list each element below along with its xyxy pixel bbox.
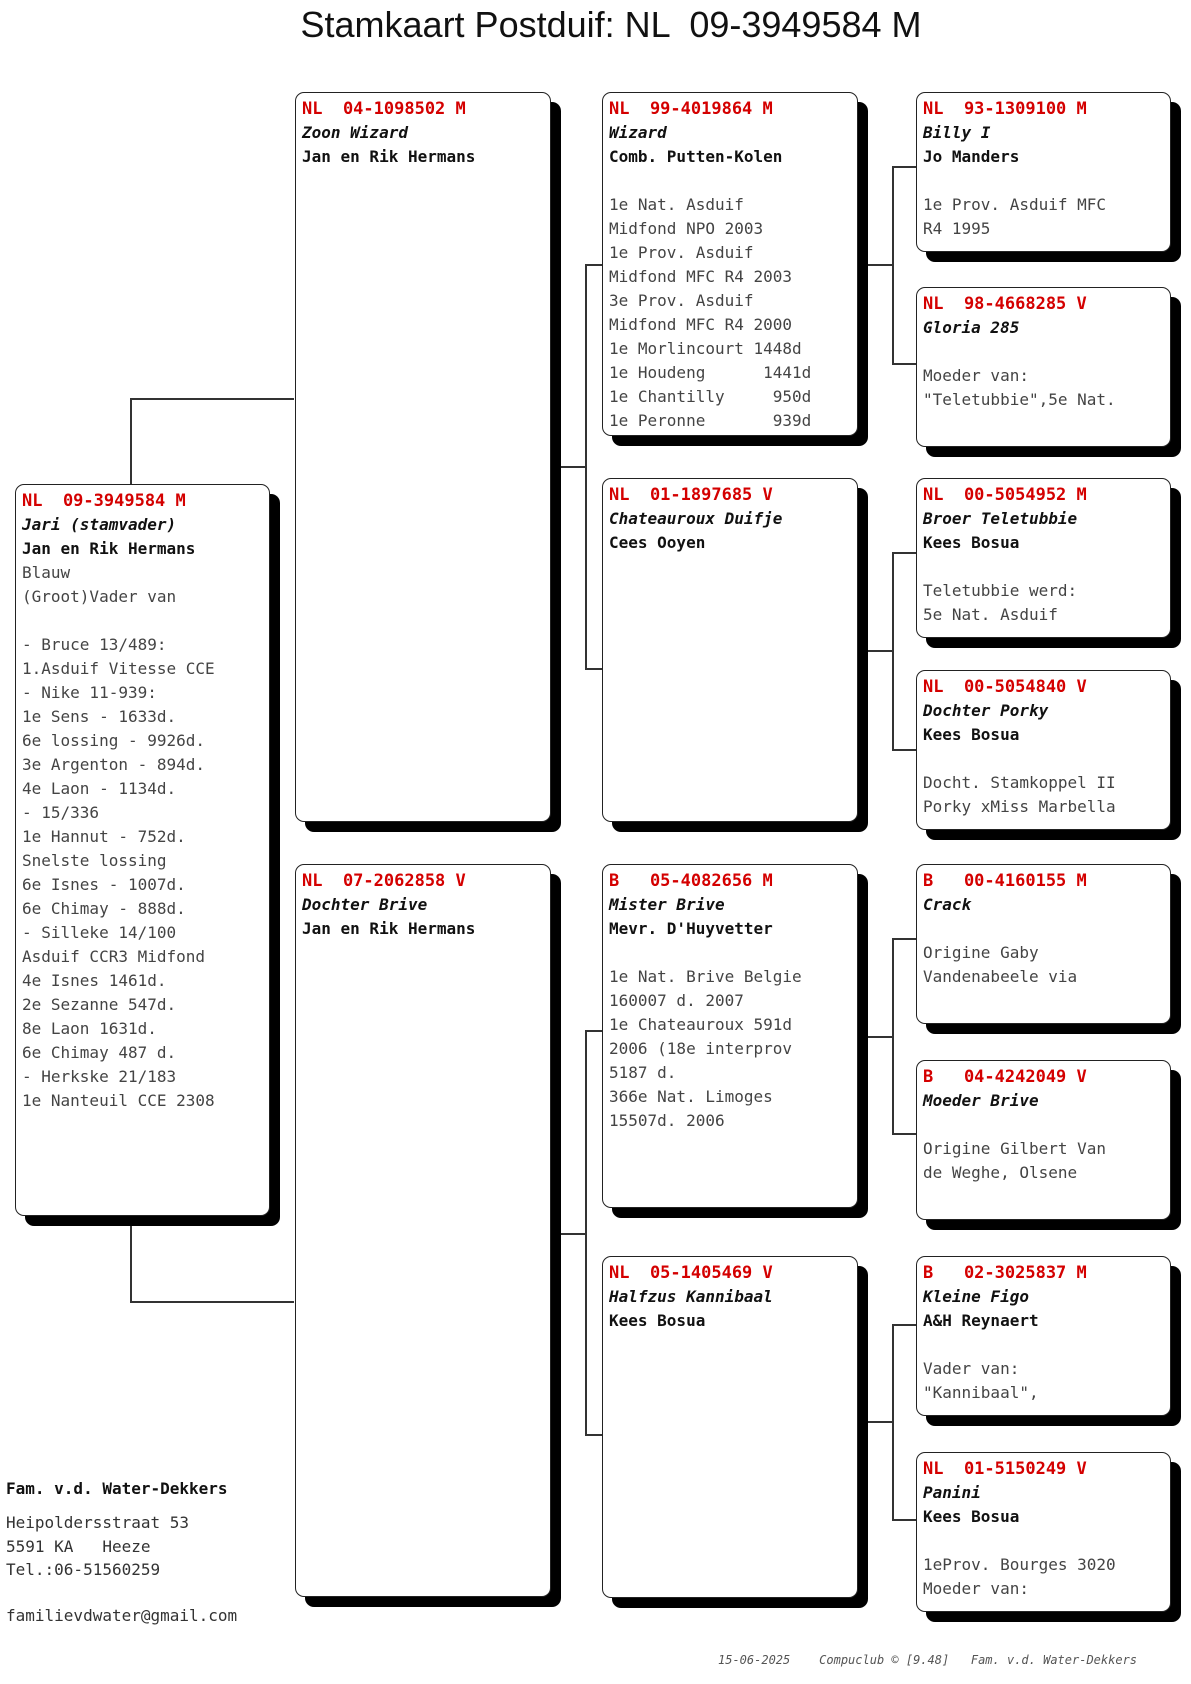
ring-number: NL 09-3949584 M xyxy=(22,491,186,511)
spacer xyxy=(923,169,1164,193)
note-line: Porky xMiss Marbella xyxy=(923,797,1116,816)
pigeon-card-mmf[interactable] xyxy=(916,1256,1171,1416)
note-line: - Herkske 21/183 xyxy=(22,1067,177,1086)
note-line: 5e Nat. Asduif xyxy=(923,605,1058,624)
pigeon-card-mother[interactable] xyxy=(295,864,551,1597)
pigeon-notes xyxy=(609,169,851,433)
ring-number: NL 04-1098502 M xyxy=(302,99,466,119)
note-line: (Groot)Vader van xyxy=(22,587,177,606)
spacer xyxy=(609,169,851,193)
pigeon-name: Zoon Wizard xyxy=(302,123,408,142)
connector-line xyxy=(585,1030,587,1435)
note-line: 1e Chateauroux 591d xyxy=(609,1015,793,1034)
breeder-name: Cees Ooyen xyxy=(609,533,706,552)
connector-line xyxy=(585,1434,603,1436)
spacer xyxy=(923,917,1164,941)
ring-number: NL 00-5054952 M xyxy=(923,485,1087,505)
spacer xyxy=(923,1113,1164,1137)
note-line: 160007 d. 2007 xyxy=(609,991,744,1010)
pigeon-card-fmm[interactable] xyxy=(916,670,1171,830)
connector-line xyxy=(892,1324,894,1520)
spacer xyxy=(923,555,1164,579)
connector-line xyxy=(892,1133,916,1135)
note-line: Moeder van: xyxy=(923,366,1029,385)
footer-text: 15-06-2025 Compuclub © [9.48] Fam. v.d. Water-Dekkers xyxy=(718,1653,1138,1667)
note-line: "Kannibaal", xyxy=(923,1383,1039,1402)
owner-city: 5591 KA Heeze xyxy=(6,1537,151,1556)
pigeon-card-subject[interactable] xyxy=(15,484,270,1216)
note-line xyxy=(22,609,263,633)
spacer xyxy=(923,1529,1164,1553)
pigeon-notes xyxy=(923,340,1164,412)
pigeon-card-mm[interactable] xyxy=(602,1256,858,1598)
pigeon-card-mff[interactable] xyxy=(916,864,1171,1024)
note-line: 3e Prov. Asduif xyxy=(609,291,754,310)
note-line: 1e Sens - 1633d. xyxy=(22,707,177,726)
note-line: 6e Chimay - 888d. xyxy=(22,899,186,918)
connector-line xyxy=(585,264,587,669)
spacer xyxy=(609,941,851,965)
note-line: Docht. Stamkoppel II xyxy=(923,773,1116,792)
ring-number: NL 07-2062858 V xyxy=(302,871,466,891)
note-line: Vandenabeele via xyxy=(923,967,1078,986)
note-line: - Silleke 14/100 xyxy=(22,923,177,942)
pigeon-card-fm[interactable] xyxy=(602,478,858,822)
pigeon-notes xyxy=(22,561,263,1113)
connector-line xyxy=(892,1324,916,1326)
pigeon-notes xyxy=(923,747,1164,819)
pigeon-notes xyxy=(609,941,851,1133)
breeder-name: Kees Bosua xyxy=(609,1311,706,1330)
note-line: 1e Peronne 939d xyxy=(609,411,812,430)
ring-number: B 05-4082656 M xyxy=(609,871,773,891)
note-line: 1e Nat. Brive Belgie xyxy=(609,967,802,986)
ring-number: NL 93-1309100 M xyxy=(923,99,1087,119)
owner-street: Heipoldersstraat 53 xyxy=(6,1513,190,1532)
pigeon-name: Broer Teletubbie xyxy=(923,509,1078,528)
pigeon-card-ffm[interactable] xyxy=(916,287,1171,447)
note-line: Asduif CCR3 Midfond xyxy=(22,947,206,966)
note-line: 1e Prov. Asduif MFC xyxy=(923,195,1107,214)
pigeon-name: Gloria 285 xyxy=(923,318,1020,337)
pigeon-name: Mister Brive xyxy=(609,895,725,914)
note-line: 2006 (18e interprov xyxy=(609,1039,793,1058)
breeder-name: Comb. Putten-Kolen xyxy=(609,147,783,166)
pigeon-card-fmf[interactable] xyxy=(916,478,1171,638)
pigeon-card-father[interactable] xyxy=(295,92,551,822)
connector-line xyxy=(892,363,916,365)
note-line: Teletubbie werd: xyxy=(923,581,1078,600)
note-line: 6e Isnes - 1007d. xyxy=(22,875,186,894)
connector-line xyxy=(585,1030,603,1032)
note-line: 5187 d. xyxy=(609,1063,677,1082)
breeder-name: Kees Bosua xyxy=(923,533,1020,552)
breeder-name: Kees Bosua xyxy=(923,725,1020,744)
connector-line xyxy=(863,1421,893,1423)
breeder-name: Jo Manders xyxy=(923,147,1020,166)
ring-number: B 04-4242049 V xyxy=(923,1067,1087,1087)
connector-line xyxy=(130,398,132,484)
note-line: Midfond MFC R4 2003 xyxy=(609,267,793,286)
pigeon-card-fff[interactable] xyxy=(916,92,1171,252)
pigeon-name: Crack xyxy=(923,895,972,914)
note-line: 1.Asduif Vitesse CCE xyxy=(22,659,215,678)
pigeon-name: Wizard xyxy=(609,123,667,142)
connector-line xyxy=(130,1226,132,1301)
pigeon-notes xyxy=(923,1333,1164,1405)
spacer xyxy=(923,747,1164,771)
note-line: "Teletubbie",5e Nat. xyxy=(923,390,1116,409)
connector-line xyxy=(863,264,893,266)
pigeon-notes xyxy=(923,1113,1164,1185)
note-line: 1e Morlincourt 1448d xyxy=(609,339,802,358)
ring-number: NL 99-4019864 M xyxy=(609,99,773,119)
pigeon-card-ff[interactable] xyxy=(602,92,858,436)
connector-line xyxy=(585,668,603,670)
note-line: Midfond NPO 2003 xyxy=(609,219,764,238)
breeder-name: Kees Bosua xyxy=(923,1507,1020,1526)
connector-line xyxy=(863,1036,893,1038)
note-line: R4 1995 xyxy=(923,219,991,238)
note-line: 2e Sezanne 547d. xyxy=(22,995,177,1014)
note-line: - Bruce 13/489: xyxy=(22,635,167,654)
note-line: Blauw xyxy=(22,563,71,582)
note-line: 3e Argenton - 894d. xyxy=(22,755,206,774)
page-title: Stamkaart Postduif: NL 09-3949584 M xyxy=(300,4,922,45)
breeder-name: Jan en Rik Hermans xyxy=(302,919,476,938)
note-line: 1eProv. Bourges 3020 xyxy=(923,1555,1116,1574)
ring-number: NL 01-1897685 V xyxy=(609,485,773,505)
ring-number: NL 05-1405469 V xyxy=(609,1263,773,1283)
pigeon-name: Dochter Porky xyxy=(923,701,1049,720)
connector-line xyxy=(556,1233,586,1235)
note-line: Vader van: xyxy=(923,1359,1020,1378)
note-line: 15507d. 2006 xyxy=(609,1111,725,1130)
connector-line xyxy=(892,1519,916,1521)
breeder-name: A&H Reynaert xyxy=(923,1311,1039,1330)
note-line: 1e Hannut - 752d. xyxy=(22,827,186,846)
spacer xyxy=(923,340,1164,364)
breeder-name: Mevr. D'Huyvetter xyxy=(609,919,773,938)
note-line: 4e Laon - 1134d. xyxy=(22,779,177,798)
ring-number: NL 98-4668285 V xyxy=(923,294,1087,314)
pigeon-name: Dochter Brive xyxy=(302,895,428,914)
ring-number: B 00-4160155 M xyxy=(923,871,1087,891)
pigeon-notes xyxy=(923,555,1164,627)
note-line: Midfond MFC R4 2000 xyxy=(609,315,793,334)
connector-line xyxy=(892,938,894,1134)
connector-line xyxy=(892,552,894,750)
note-line: 1e Prov. Asduif xyxy=(609,243,754,262)
note-line: 6e Chimay 487 d. xyxy=(22,1043,177,1062)
pigeon-name: Chateauroux Duifje xyxy=(609,509,783,528)
ring-number: NL 01-5150249 V xyxy=(923,1459,1087,1479)
connector-line xyxy=(585,264,603,266)
note-line: Origine Gilbert Van xyxy=(923,1139,1107,1158)
connector-line xyxy=(892,938,916,940)
breeder-name: Jan en Rik Hermans xyxy=(302,147,476,166)
spacer xyxy=(923,1333,1164,1357)
pigeon-name: Jari (stamvader) xyxy=(22,515,177,534)
pigeon-name: Moeder Brive xyxy=(923,1091,1039,1110)
note-line: Snelste lossing xyxy=(22,851,167,870)
connector-line xyxy=(130,398,294,400)
owner-name: Fam. v.d. Water-Dekkers xyxy=(6,1479,228,1498)
ring-number: NL 00-5054840 V xyxy=(923,677,1087,697)
connector-line xyxy=(892,166,894,364)
note-line: 366e Nat. Limoges xyxy=(609,1087,773,1106)
connector-line xyxy=(892,749,916,751)
breeder-name: Jan en Rik Hermans xyxy=(22,539,196,558)
pigeon-notes xyxy=(923,169,1164,241)
note-line: Origine Gaby xyxy=(923,943,1039,962)
pigeon-card-mf[interactable] xyxy=(602,864,858,1208)
pigeon-name: Billy I xyxy=(923,123,991,142)
note-line: Moeder van: xyxy=(923,1579,1029,1598)
note-line: de Weghe, Olsene xyxy=(923,1163,1078,1182)
note-line: 6e lossing - 9926d. xyxy=(22,731,206,750)
connector-line xyxy=(130,1301,294,1303)
connector-line xyxy=(863,650,893,652)
pigeon-name: Halfzus Kannibaal xyxy=(609,1287,773,1306)
note-line: 4e Isnes 1461d. xyxy=(22,971,167,990)
connector-line xyxy=(556,466,586,468)
owner-phone: Tel.:06-51560259 xyxy=(6,1560,161,1579)
pigeon-card-mfm[interactable] xyxy=(916,1060,1171,1220)
note-line: - 15/336 xyxy=(22,803,100,822)
pigeon-notes xyxy=(923,917,1164,989)
pigeon-notes xyxy=(923,1529,1164,1601)
pigeon-name: Panini xyxy=(923,1483,981,1502)
pigeon-name: Kleine Figo xyxy=(923,1287,1029,1306)
note-line: 1e Houdeng 1441d xyxy=(609,363,812,382)
note-line: - Nike 11-939: xyxy=(22,683,157,702)
owner-email: familievdwater@gmail.com xyxy=(6,1606,238,1625)
connector-line xyxy=(892,552,916,554)
note-line: 8e Laon 1631d. xyxy=(22,1019,157,1038)
note-line: 1e Nanteuil CCE 2308 xyxy=(22,1091,215,1110)
pigeon-card-mmm[interactable] xyxy=(916,1452,1171,1612)
note-line: 1e Nat. Asduif xyxy=(609,195,744,214)
ring-number: B 02-3025837 M xyxy=(923,1263,1087,1283)
note-line: 1e Chantilly 950d xyxy=(609,387,812,406)
connector-line xyxy=(892,166,916,168)
